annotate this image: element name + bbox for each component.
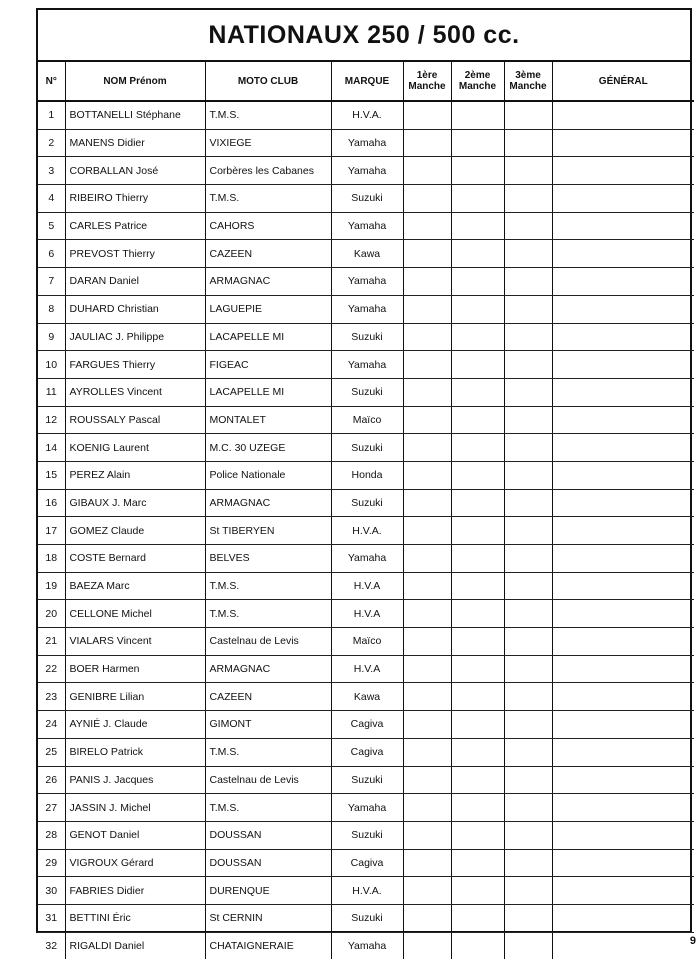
cell-general	[552, 877, 694, 905]
cell-num: 17	[38, 517, 65, 545]
cell-manche-1	[403, 572, 451, 600]
cell-club: MONTALET	[205, 406, 331, 434]
cell-manche-3	[504, 655, 552, 683]
cell-manche-1	[403, 655, 451, 683]
cell-manche-3	[504, 323, 552, 351]
cell-name: ROUSSALY Pascal	[65, 406, 205, 434]
cell-manche-2	[451, 129, 504, 157]
cell-marque: Suzuki	[331, 766, 403, 794]
cell-marque: Suzuki	[331, 489, 403, 517]
cell-num: 27	[38, 794, 65, 822]
cell-general	[552, 683, 694, 711]
cell-num: 18	[38, 545, 65, 573]
table-row	[38, 821, 694, 849]
cell-club: ARMAGNAC	[205, 489, 331, 517]
cell-manche-3	[504, 406, 552, 434]
cell-manche-2	[451, 406, 504, 434]
cell-club: BELVES	[205, 545, 331, 573]
table-row	[38, 101, 694, 129]
cell-manche-3	[504, 129, 552, 157]
cell-club: LACAPELLE MI	[205, 323, 331, 351]
cell-num: 30	[38, 877, 65, 905]
cell-num: 28	[38, 821, 65, 849]
table-row	[38, 904, 694, 932]
cell-marque: Yamaha	[331, 794, 403, 822]
cell-manche-3	[504, 545, 552, 573]
cell-num: 32	[38, 932, 65, 959]
cell-general	[552, 517, 694, 545]
cell-club: ARMAGNAC	[205, 655, 331, 683]
cell-name: COSTE Bernard	[65, 545, 205, 573]
cell-general	[552, 461, 694, 489]
cell-general	[552, 212, 694, 240]
cell-num: 9	[38, 323, 65, 351]
cell-name: CELLONE Michel	[65, 600, 205, 628]
cell-manche-1	[403, 600, 451, 628]
cell-manche-2	[451, 489, 504, 517]
cell-manche-2	[451, 240, 504, 268]
cell-general	[552, 545, 694, 573]
cell-manche-2	[451, 157, 504, 185]
table-row	[38, 295, 694, 323]
table-row	[38, 406, 694, 434]
cell-manche-3	[504, 240, 552, 268]
header-manche-1: 1ère Manche	[403, 62, 451, 101]
cell-name: BIRELO Patrick	[65, 738, 205, 766]
table-row	[38, 628, 694, 656]
table-row	[38, 378, 694, 406]
cell-manche-2	[451, 351, 504, 379]
header-row	[38, 62, 694, 101]
cell-general	[552, 794, 694, 822]
cell-manche-2	[451, 434, 504, 462]
cell-manche-3	[504, 738, 552, 766]
cell-marque: Yamaha	[331, 212, 403, 240]
cell-manche-3	[504, 157, 552, 185]
cell-manche-2	[451, 517, 504, 545]
cell-general	[552, 268, 694, 296]
cell-marque: Yamaha	[331, 545, 403, 573]
cell-marque: H.V.A.	[331, 877, 403, 905]
cell-manche-2	[451, 711, 504, 739]
cell-name: DUHARD Christian	[65, 295, 205, 323]
cell-name: JASSIN J. Michel	[65, 794, 205, 822]
cell-manche-2	[451, 545, 504, 573]
cell-marque: H.V.A	[331, 600, 403, 628]
cell-general	[552, 821, 694, 849]
table-row	[38, 351, 694, 379]
cell-name: CARLES Patrice	[65, 212, 205, 240]
cell-general	[552, 904, 694, 932]
cell-manche-1	[403, 212, 451, 240]
table-row	[38, 268, 694, 296]
cell-manche-2	[451, 101, 504, 129]
cell-marque: Suzuki	[331, 378, 403, 406]
cell-manche-3	[504, 628, 552, 656]
cell-general	[552, 766, 694, 794]
cell-general	[552, 157, 694, 185]
cell-marque: Yamaha	[331, 129, 403, 157]
table-row	[38, 766, 694, 794]
cell-manche-1	[403, 406, 451, 434]
results-table	[38, 62, 694, 959]
cell-manche-3	[504, 461, 552, 489]
cell-name: DARAN Daniel	[65, 268, 205, 296]
cell-num: 22	[38, 655, 65, 683]
cell-general	[552, 378, 694, 406]
cell-name: KOENIG Laurent	[65, 434, 205, 462]
cell-club: T.M.S.	[205, 738, 331, 766]
cell-manche-1	[403, 268, 451, 296]
cell-manche-1	[403, 240, 451, 268]
cell-marque: Kawa	[331, 240, 403, 268]
cell-general	[552, 434, 694, 462]
cell-club: DURENQUE	[205, 877, 331, 905]
cell-general	[552, 185, 694, 213]
cell-manche-2	[451, 572, 504, 600]
cell-num: 6	[38, 240, 65, 268]
cell-general	[552, 849, 694, 877]
header-name: NOM Prénom	[65, 62, 205, 101]
cell-manche-2	[451, 185, 504, 213]
cell-manche-2	[451, 295, 504, 323]
cell-marque: Suzuki	[331, 904, 403, 932]
cell-name: MANENS Didier	[65, 129, 205, 157]
cell-manche-1	[403, 849, 451, 877]
cell-general	[552, 711, 694, 739]
header-general: GÉNÉRAL	[552, 62, 694, 101]
cell-manche-1	[403, 378, 451, 406]
cell-manche-3	[504, 600, 552, 628]
cell-manche-3	[504, 212, 552, 240]
cell-general	[552, 323, 694, 351]
cell-marque: Yamaha	[331, 295, 403, 323]
cell-general	[552, 129, 694, 157]
cell-manche-2	[451, 904, 504, 932]
cell-club: FIGEAC	[205, 351, 331, 379]
cell-manche-2	[451, 766, 504, 794]
cell-name: GENIBRE Lilian	[65, 683, 205, 711]
cell-manche-1	[403, 323, 451, 351]
table-row	[38, 185, 694, 213]
cell-general	[552, 406, 694, 434]
cell-general	[552, 600, 694, 628]
cell-marque: Suzuki	[331, 821, 403, 849]
table-row	[38, 517, 694, 545]
table-row	[38, 545, 694, 573]
cell-manche-1	[403, 628, 451, 656]
cell-manche-1	[403, 794, 451, 822]
cell-num: 25	[38, 738, 65, 766]
cell-num: 23	[38, 683, 65, 711]
cell-num: 31	[38, 904, 65, 932]
table-row	[38, 683, 694, 711]
cell-club: T.M.S.	[205, 101, 331, 129]
cell-num: 26	[38, 766, 65, 794]
table-row	[38, 572, 694, 600]
cell-manche-3	[504, 185, 552, 213]
cell-marque: H.V.A	[331, 572, 403, 600]
cell-manche-1	[403, 877, 451, 905]
cell-marque: Kawa	[331, 683, 403, 711]
cell-marque: H.V.A.	[331, 101, 403, 129]
cell-club: LACAPELLE MI	[205, 378, 331, 406]
cell-num: 7	[38, 268, 65, 296]
cell-marque: Yamaha	[331, 932, 403, 959]
cell-marque: H.V.A	[331, 655, 403, 683]
cell-club: T.M.S.	[205, 600, 331, 628]
cell-name: FARGUES Thierry	[65, 351, 205, 379]
cell-club: Castelnau de Levis	[205, 766, 331, 794]
cell-manche-1	[403, 295, 451, 323]
cell-club: St TIBERYEN	[205, 517, 331, 545]
header-marque: MARQUE	[331, 62, 403, 101]
cell-club: VIXIEGE	[205, 129, 331, 157]
cell-num: 8	[38, 295, 65, 323]
cell-manche-2	[451, 212, 504, 240]
cell-manche-1	[403, 517, 451, 545]
cell-club: LAGUEPIE	[205, 295, 331, 323]
table-row	[38, 323, 694, 351]
cell-general	[552, 572, 694, 600]
cell-manche-1	[403, 185, 451, 213]
cell-manche-2	[451, 849, 504, 877]
cell-general	[552, 738, 694, 766]
cell-club: DOUSSAN	[205, 821, 331, 849]
cell-manche-3	[504, 434, 552, 462]
cell-manche-3	[504, 517, 552, 545]
header-manche-3: 3ème Manche	[504, 62, 552, 101]
cell-manche-1	[403, 821, 451, 849]
cell-manche-3	[504, 794, 552, 822]
cell-name: GOMEZ Claude	[65, 517, 205, 545]
cell-manche-3	[504, 904, 552, 932]
cell-marque: Cagiva	[331, 849, 403, 877]
cell-marque: Cagiva	[331, 738, 403, 766]
cell-manche-1	[403, 683, 451, 711]
cell-name: BOTTANELLI Stéphane	[65, 101, 205, 129]
cell-marque: Suzuki	[331, 434, 403, 462]
cell-club: CAZEEN	[205, 240, 331, 268]
table-row	[38, 711, 694, 739]
cell-marque: Maïco	[331, 628, 403, 656]
cell-manche-2	[451, 655, 504, 683]
cell-club: T.M.S.	[205, 794, 331, 822]
cell-general	[552, 295, 694, 323]
cell-club: CAZEEN	[205, 683, 331, 711]
cell-manche-1	[403, 489, 451, 517]
cell-club: CHATAIGNERAIE	[205, 932, 331, 959]
cell-marque: Cagiva	[331, 711, 403, 739]
cell-club: CAHORS	[205, 212, 331, 240]
table-row	[38, 849, 694, 877]
results-sheet	[36, 8, 692, 952]
cell-general	[552, 489, 694, 517]
cell-club: ARMAGNAC	[205, 268, 331, 296]
cell-name: PANIS J. Jacques	[65, 766, 205, 794]
cell-name: VIALARS Vincent	[65, 628, 205, 656]
cell-name: VIGROUX Gérard	[65, 849, 205, 877]
cell-num: 10	[38, 351, 65, 379]
cell-manche-3	[504, 683, 552, 711]
cell-manche-3	[504, 821, 552, 849]
cell-num: 16	[38, 489, 65, 517]
cell-name: RIBEIRO Thierry	[65, 185, 205, 213]
cell-marque: Suzuki	[331, 185, 403, 213]
cell-name: BAEZA Marc	[65, 572, 205, 600]
cell-manche-3	[504, 295, 552, 323]
header-manche-2: 2ème Manche	[451, 62, 504, 101]
cell-club: St CERNIN	[205, 904, 331, 932]
cell-club: T.M.S.	[205, 185, 331, 213]
cell-manche-2	[451, 378, 504, 406]
table-row	[38, 129, 694, 157]
cell-name: AYROLLES Vincent	[65, 378, 205, 406]
cell-name: GIBAUX J. Marc	[65, 489, 205, 517]
table-row	[38, 600, 694, 628]
cell-marque: Maïco	[331, 406, 403, 434]
cell-club: Corbères les Cabanes	[205, 157, 331, 185]
cell-num: 1	[38, 101, 65, 129]
cell-num: 2	[38, 129, 65, 157]
cell-manche-2	[451, 738, 504, 766]
cell-manche-2	[451, 323, 504, 351]
cell-num: 20	[38, 600, 65, 628]
cell-club: Castelnau de Levis	[205, 628, 331, 656]
cell-manche-3	[504, 572, 552, 600]
cell-manche-3	[504, 849, 552, 877]
cell-general	[552, 240, 694, 268]
cell-club: Police Nationale	[205, 461, 331, 489]
cell-manche-2	[451, 821, 504, 849]
cell-name: CORBALLAN José	[65, 157, 205, 185]
cell-manche-3	[504, 268, 552, 296]
cell-num: 24	[38, 711, 65, 739]
cell-num: 21	[38, 628, 65, 656]
cell-marque: Yamaha	[331, 268, 403, 296]
cell-num: 4	[38, 185, 65, 213]
cell-manche-2	[451, 600, 504, 628]
table-row	[38, 655, 694, 683]
cell-manche-2	[451, 794, 504, 822]
cell-manche-1	[403, 766, 451, 794]
cell-num: 5	[38, 212, 65, 240]
cell-manche-1	[403, 904, 451, 932]
cell-manche-2	[451, 877, 504, 905]
header-num: N°	[38, 62, 65, 101]
cell-name: PEREZ Alain	[65, 461, 205, 489]
cell-manche-1	[403, 711, 451, 739]
cell-manche-1	[403, 461, 451, 489]
cell-manche-1	[403, 351, 451, 379]
cell-manche-2	[451, 683, 504, 711]
cell-manche-1	[403, 434, 451, 462]
cell-marque: Yamaha	[331, 157, 403, 185]
cell-manche-3	[504, 489, 552, 517]
cell-manche-2	[451, 268, 504, 296]
cell-num: 29	[38, 849, 65, 877]
table-row	[38, 461, 694, 489]
cell-name: PREVOST Thierry	[65, 240, 205, 268]
cell-manche-1	[403, 129, 451, 157]
cell-general	[552, 351, 694, 379]
cell-name: RIGALDI Daniel	[65, 932, 205, 959]
cell-club: GIMONT	[205, 711, 331, 739]
cell-manche-1	[403, 545, 451, 573]
table-row	[38, 212, 694, 240]
table-row	[38, 434, 694, 462]
table-row	[38, 738, 694, 766]
cell-manche-3	[504, 351, 552, 379]
cell-manche-2	[451, 628, 504, 656]
cell-manche-3	[504, 711, 552, 739]
cell-marque: Honda	[331, 461, 403, 489]
cell-manche-1	[403, 157, 451, 185]
cell-marque: H.V.A.	[331, 517, 403, 545]
table-row	[38, 794, 694, 822]
cell-num: 14	[38, 434, 65, 462]
cell-manche-1	[403, 101, 451, 129]
cell-name: AYNIÉ J. Claude	[65, 711, 205, 739]
table-row	[38, 877, 694, 905]
cell-marque: Yamaha	[331, 351, 403, 379]
cell-num: 12	[38, 406, 65, 434]
page-title: NATIONAUX 250 / 500 cc.	[38, 10, 690, 62]
cell-name: BOER Harmen	[65, 655, 205, 683]
cell-manche-3	[504, 877, 552, 905]
cell-num: 11	[38, 378, 65, 406]
cell-manche-3	[504, 101, 552, 129]
cell-general	[552, 101, 694, 129]
cell-name: GENOT Daniel	[65, 821, 205, 849]
cell-club: M.C. 30 UZEGE	[205, 434, 331, 462]
cell-manche-3	[504, 378, 552, 406]
cell-manche-3	[504, 766, 552, 794]
table-row	[38, 240, 694, 268]
table-row	[38, 157, 694, 185]
cell-name: FABRIES Didier	[65, 877, 205, 905]
cell-num: 15	[38, 461, 65, 489]
cell-num: 19	[38, 572, 65, 600]
cell-name: BETTINI Éric	[65, 904, 205, 932]
cell-club: DOUSSAN	[205, 849, 331, 877]
table-row	[38, 489, 694, 517]
cell-name: JAULIAC J. Philippe	[65, 323, 205, 351]
cell-marque: Suzuki	[331, 323, 403, 351]
cell-num: 3	[38, 157, 65, 185]
cell-general	[552, 655, 694, 683]
cell-general	[552, 628, 694, 656]
header-club: MOTO CLUB	[205, 62, 331, 101]
page-number: 9	[689, 935, 696, 947]
cell-manche-2	[451, 461, 504, 489]
cell-manche-1	[403, 738, 451, 766]
cell-club: T.M.S.	[205, 572, 331, 600]
